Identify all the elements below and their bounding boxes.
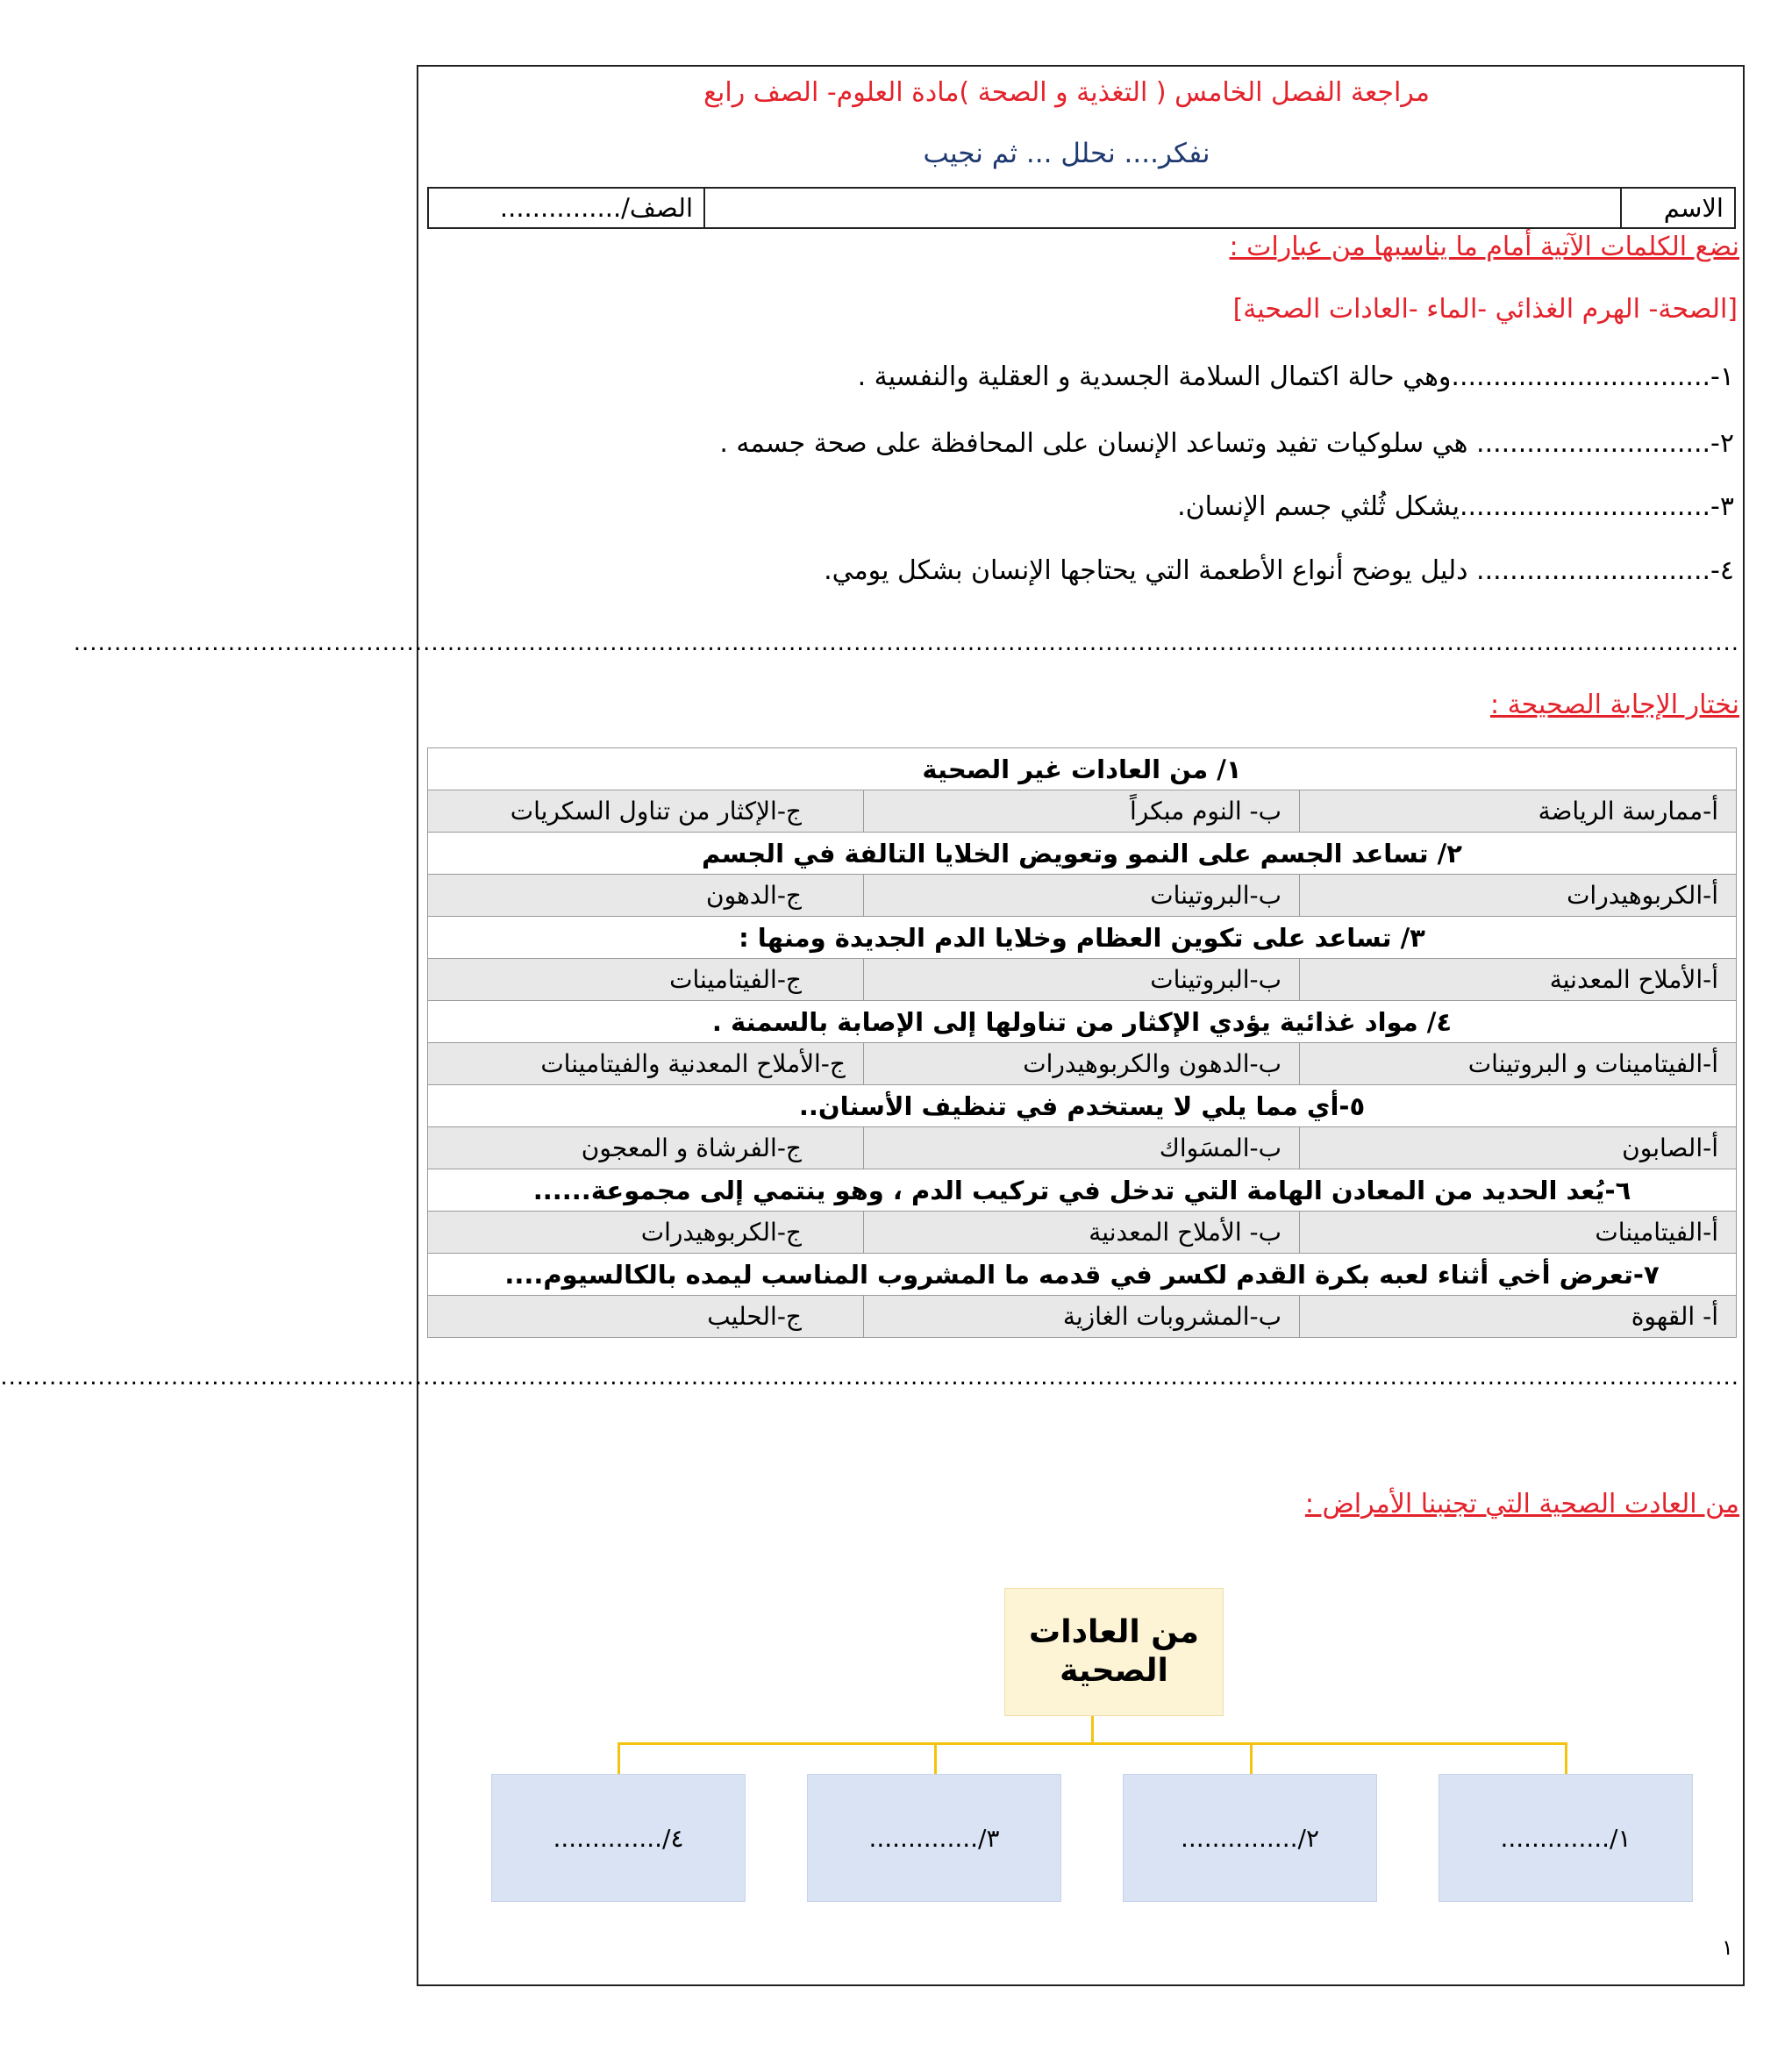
- mcq-table: [427, 747, 1737, 1338]
- q5-option-c[interactable]: ج-الفرشاة و المعجون: [428, 1127, 864, 1169]
- root-label-line2: الصحية: [1060, 1653, 1168, 1689]
- q5-option-a[interactable]: أ-الصابون: [1300, 1127, 1737, 1169]
- question-1: ١/ من العادات غير الصحية: [428, 748, 1737, 790]
- question-4: ٤/ مواد غذائية يؤدي الإكثار من تناولها إلى الإصابة بالسمنة .: [428, 1001, 1737, 1043]
- habit-box-4[interactable]: ٤/..............: [491, 1774, 746, 1902]
- q3-option-a[interactable]: أ-الأملاح المعدنية: [1300, 959, 1737, 1001]
- question-7: ٧-تعرض أخي أثناء لعبه بكرة القدم لكسر في قدمه ما المشروب المناسب ليمده بالكالسيوم....: [428, 1254, 1737, 1296]
- name-label: الاسم: [1620, 189, 1734, 227]
- q4-option-b[interactable]: ب-الدهون والكربوهيدرات: [864, 1043, 1300, 1085]
- name-field[interactable]: [703, 189, 1620, 227]
- answer-line-2: ......................................................................................................................................................................................................................: [0, 1364, 1739, 1391]
- habit-box-3[interactable]: ٣/..............: [807, 1774, 1061, 1902]
- q1-option-a[interactable]: أ-ممارسة الرياضة: [1300, 790, 1737, 833]
- q7-option-b[interactable]: ب-المشروبات الغازية: [864, 1296, 1300, 1338]
- connector-leaf-4: [618, 1742, 620, 1774]
- question-5: ٥-أي مما يلي لا يستخدم في تنظيف الأسنان..: [428, 1085, 1737, 1127]
- answer-line-1: .............................................................................................................................................................................................................: [73, 630, 1739, 656]
- q3-option-c[interactable]: ج-الفيتامينات: [428, 959, 864, 1001]
- q3-option-b[interactable]: ب-البروتينات: [864, 959, 1300, 1001]
- fill-blank-2[interactable]: ٢-............................ هي سلوكيات تفيد وتساعد الإنسان على المحافظة على صحة جسمه .: [719, 428, 1734, 459]
- connector-leaf-2: [1250, 1742, 1253, 1774]
- q6-option-a[interactable]: أ-الفيتامينات: [1300, 1212, 1737, 1254]
- question-2: ٢/ تساعد الجسم على النمو وتعويض الخلايا التالفة في الجسم: [428, 833, 1737, 875]
- fill-blank-3[interactable]: ٣-..............................يشكل ثُلثي جسم الإنسان.: [1177, 491, 1734, 522]
- connector-bar: [618, 1742, 1567, 1745]
- connector-leaf-1: [1565, 1742, 1567, 1774]
- q7-option-c[interactable]: ج-الحليب: [428, 1296, 864, 1338]
- word-bank: [الصحة- الهرم الغذائي -الماء -العادات الصحية]: [1232, 294, 1738, 325]
- worksheet-subtitle: نفكر.... نحلل ... ثم نجيب: [923, 138, 1210, 169]
- q2-option-a[interactable]: أ-الكربوهيدرات: [1300, 875, 1737, 917]
- worksheet-title: مراجعة الفصل الخامس ( التغذية و الصحة )مادة العلوم- الصف رابع: [703, 77, 1430, 108]
- healthy-habits-root-box: [1004, 1588, 1224, 1716]
- student-info-table: [427, 187, 1736, 229]
- section2-heading: نختار الإجابة الصحيحة :: [1489, 690, 1739, 720]
- fill-blank-1[interactable]: ١-...............................وهي حالة اكتمال السلامة الجسدية و العقلية والنفسية .: [857, 361, 1734, 392]
- q5-option-b[interactable]: ب-المسَواك: [864, 1127, 1300, 1169]
- q1-option-c[interactable]: ج-الإكثار من تناول السكريات: [428, 790, 864, 833]
- habit-box-2[interactable]: ٢/...............: [1123, 1774, 1377, 1902]
- fill-blank-4[interactable]: ٤-............................ دليل يوضح أنواع الأطعمة التي يحتاجها الإنسان بشكل يومي.: [824, 555, 1734, 586]
- q4-option-c[interactable]: ج-الأملاح المعدنية والفيتامينات: [428, 1043, 864, 1085]
- q6-option-b[interactable]: ب- الأملاح المعدنية: [864, 1212, 1300, 1254]
- page-number: ١: [1722, 1935, 1733, 1960]
- q2-option-b[interactable]: ب-البروتينات: [864, 875, 1300, 917]
- section1-heading: نضع الكلمات الآتية أمام ما يناسبها من عبارات :: [1229, 232, 1739, 262]
- section3-heading: من العادت الصحية التي تجنبنا الأمراض :: [1304, 1489, 1739, 1519]
- class-label[interactable]: الصف/...............: [499, 193, 693, 223]
- q4-option-a[interactable]: أ-الفيتامينات و البروتينات: [1300, 1043, 1737, 1085]
- habit-box-1[interactable]: ١/..............: [1439, 1774, 1693, 1902]
- q6-option-c[interactable]: ج-الكربوهيدرات: [428, 1212, 864, 1254]
- root-label-line1: من العادات: [1029, 1614, 1199, 1650]
- q1-option-b[interactable]: ب- النوم مبكراً: [864, 790, 1300, 833]
- connector-trunk: [1091, 1716, 1094, 1744]
- question-3: ٣/ تساعد على تكوين العظام وخلايا الدم الجديدة ومنها :: [428, 917, 1737, 959]
- q2-option-c[interactable]: ج-الدهون: [428, 875, 864, 917]
- q7-option-a[interactable]: أ- القهوة: [1300, 1296, 1737, 1338]
- connector-leaf-3: [934, 1742, 937, 1774]
- question-6: ٦-يُعد الحديد من المعادن الهامة التي تدخل في تركيب الدم ، وهو ينتمي إلى مجموعة......: [428, 1169, 1737, 1212]
